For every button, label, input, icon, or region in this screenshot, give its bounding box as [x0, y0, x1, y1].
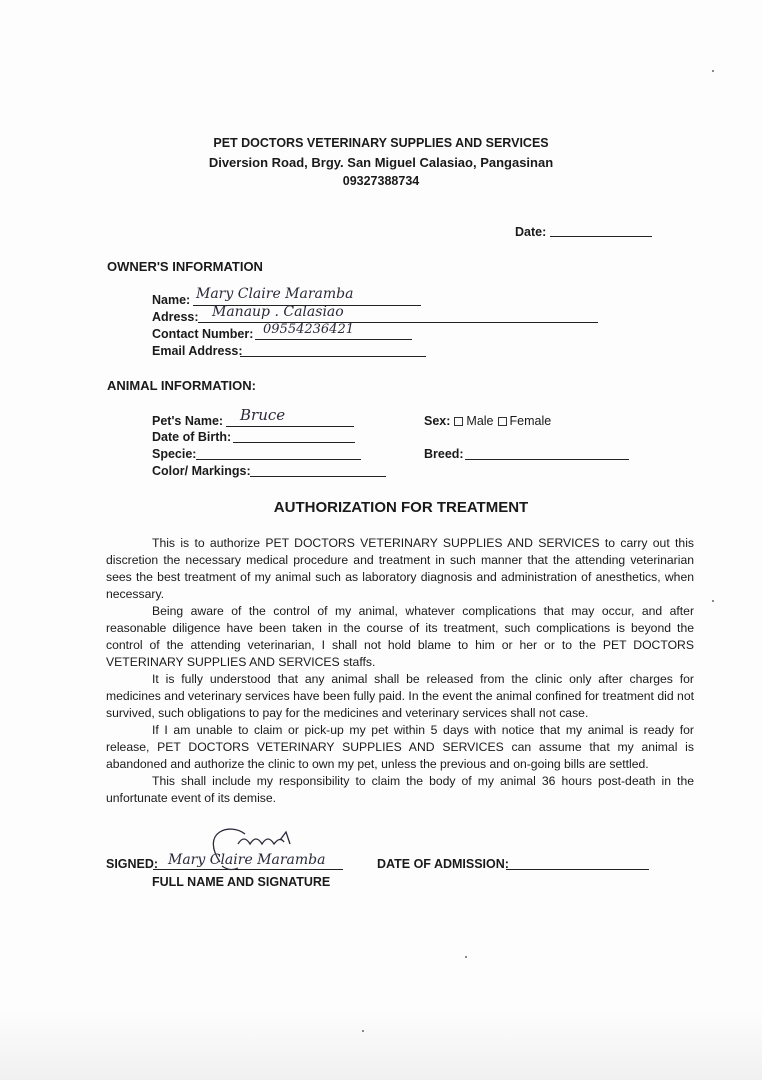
email-label: Email Address:: [152, 344, 243, 358]
color-markings-label: Color/ Markings:: [152, 464, 251, 478]
owner-section-title: OWNER'S INFORMATION: [107, 259, 263, 274]
admission-label: DATE OF ADMISSION:: [377, 857, 509, 871]
sex-label: Sex:: [424, 414, 451, 428]
animal-section-title: ANIMAL INFORMATION:: [107, 378, 256, 393]
scan-speck: [465, 956, 467, 958]
date-field[interactable]: [550, 236, 652, 237]
color-markings-field[interactable]: [250, 476, 386, 477]
authorization-body: [106, 535, 694, 807]
owner-address-label: Adress:: [152, 310, 199, 324]
owner-name-label: Name:: [152, 293, 191, 307]
dob-label: Date of Birth:: [152, 430, 232, 444]
authorization-title: AUTHORIZATION FOR TREATMENT: [273, 499, 529, 516]
pet-name-value: Bruce: [240, 406, 286, 424]
email-field[interactable]: [240, 356, 426, 357]
pet-name-field[interactable]: [226, 426, 354, 427]
authorization-paragraph: This is to authorize PET DOCTORS VETERINARY SUPPLIES AND SERVICES to carry out this discretion the necessary medical procedure and treatment in such manner that the attending veterinarian sees the best treatment of my animal such as laboratory diagnosis and administration of anesthetics, when necessary.: [106, 536, 694, 601]
pet-name-label: Pet's Name:: [152, 414, 224, 428]
clinic-phone: 09327388734: [342, 174, 420, 188]
signature-caption: FULL NAME AND SIGNATURE: [152, 875, 331, 889]
female-checkbox[interactable]: [498, 417, 507, 426]
scan-speck: [712, 70, 714, 72]
signed-name-value: Mary Claire Maramba: [168, 852, 326, 868]
admission-date-field[interactable]: [506, 869, 649, 870]
breed-field[interactable]: [465, 459, 629, 460]
dob-field[interactable]: [233, 442, 355, 443]
breed-label: Breed:: [424, 447, 464, 461]
scan-speck: [712, 600, 714, 602]
scan-speck: [362, 1030, 364, 1032]
scan-shadow: [0, 1010, 762, 1080]
authorization-paragraph: It is fully understood that any animal shall be released from the clinic only after charges for medicines and veterinary services have been fully paid. In the event the animal confined for treatment did not survived, such obligations to pay for the medicines and veterinary services shall not case.: [106, 672, 694, 720]
owner-address-field[interactable]: [198, 322, 598, 323]
authorization-paragraph: This shall include my responsibility to claim the body of my animal 36 hours post-death in the unfortunate event of its demise.: [106, 774, 694, 805]
owner-address-value: Manaup . Calasiao: [212, 304, 344, 320]
signed-label: SIGNED:: [106, 857, 159, 871]
contact-number-field[interactable]: [255, 339, 412, 340]
male-checkbox[interactable]: [454, 417, 463, 426]
specie-field[interactable]: [196, 459, 361, 460]
female-option-label: Female: [509, 414, 552, 428]
contact-number-value: 09554236421: [263, 322, 354, 337]
contact-number-label: Contact Number:: [152, 327, 254, 341]
sex-field: [424, 414, 551, 428]
owner-name-value: Mary Claire Maramba: [196, 286, 354, 302]
authorization-paragraph: If I am unable to claim or pick-up my pet within 5 days with notice that my animal is ready for release, PET DOCTORS VETERINARY SUPPLIES AND SERVICES can assume that my animal is abandoned and authorize the clinic to own my pet, unless the previous and on-going bills are settled.: [106, 723, 694, 771]
authorization-paragraph: Being aware of the control of my animal, whatever complications that may occur, and after reasonable diligence have been taken in the course of its treatment, such complications is beyond the control of the attending veterinarian, I shall not hold blame to him or her or to the PET DOCTORS VETERINARY SUPPLIES AND SERVICES staffs.: [106, 604, 694, 669]
date-label: Date:: [515, 225, 547, 239]
clinic-name: PET DOCTORS VETERINARY SUPPLIES AND SERVICES: [213, 136, 549, 150]
specie-label: Specie:: [152, 447, 197, 461]
male-option-label: Male: [466, 414, 494, 428]
clinic-address: Diversion Road, Brgy. San Miguel Calasiao, Pangasinan: [208, 155, 554, 170]
